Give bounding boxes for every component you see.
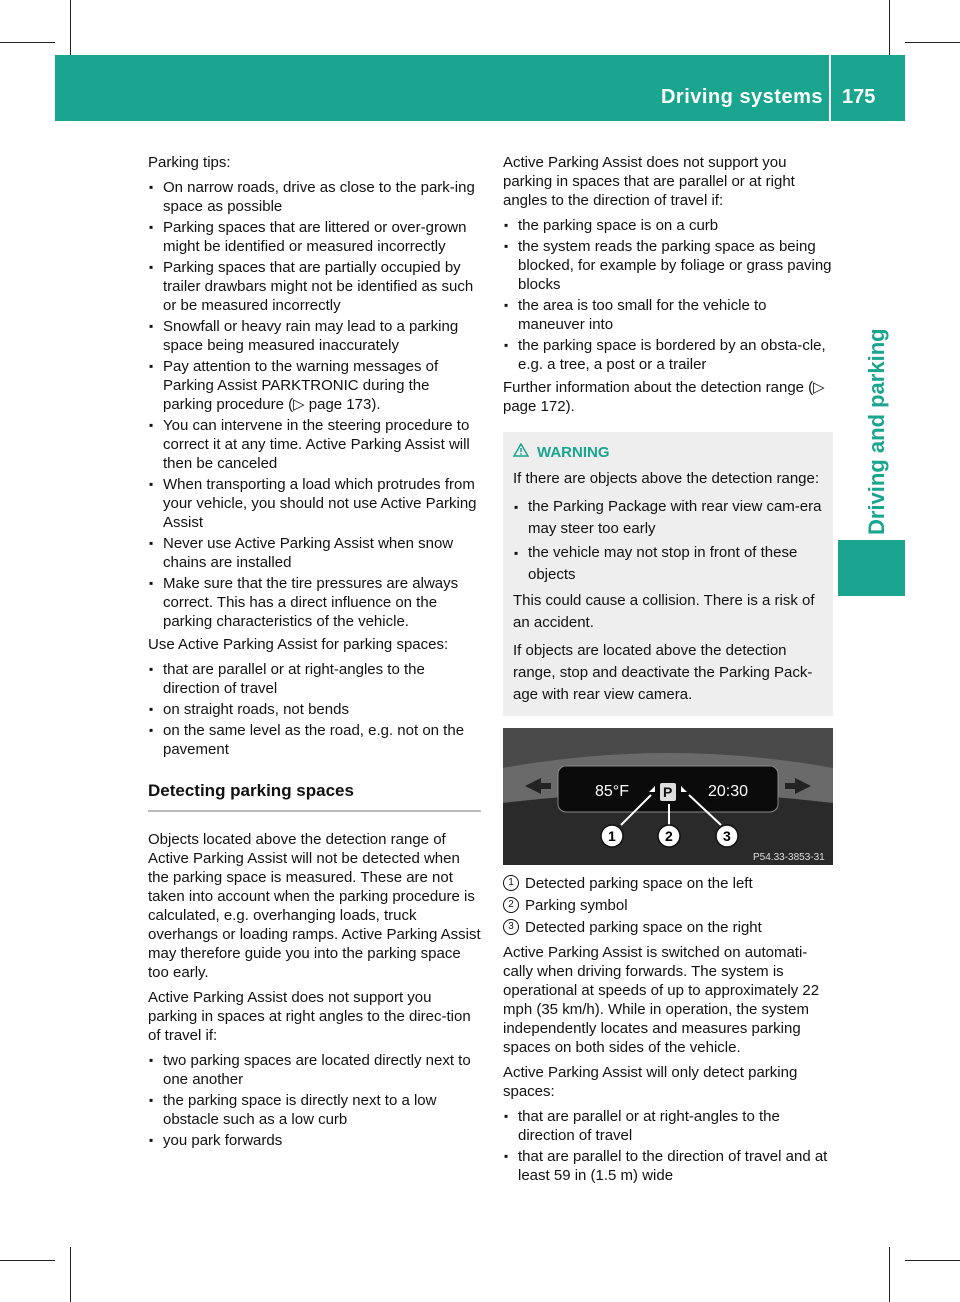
list-item: ▪ You can intervene in the steering procedure to correct it at any time. Active Parking Assist will then be canceled bbox=[148, 416, 481, 473]
detect-paragraph: Objects located above the detection range of Active Parking Assist will not be detected when the parking space is measured. These are not taken into account when the parking procedure is calculated, e.g. overhanging loads, truck overhangs or loading ramps. Active Parking Assist may therefore guide you into the parking space too early. bbox=[148, 831, 481, 981]
right-column bbox=[503, 153, 833, 716]
figure-code: P54.33-3853-31 bbox=[753, 852, 825, 863]
warning-text: This could cause a collision. There is a risk of an accident. bbox=[513, 592, 815, 631]
list-item: ▪ Make sure that the tire pressures are always correct. This has a direct influence on the parking characteristics of the vehicle. bbox=[148, 574, 481, 631]
warning-intro: If there are objects above the detection range: bbox=[513, 470, 820, 487]
list-item: ▪ you park forwards bbox=[148, 1131, 481, 1150]
only-intro: Active Parking Assist will only detect parking spaces: bbox=[503, 1064, 798, 1100]
legend-text: Detected parking space on the right bbox=[525, 919, 762, 936]
crop-mark bbox=[905, 42, 960, 43]
warning-text: If objects are located above the detection range, stop and deactivate the Parking Pack-age with rear view camera. bbox=[513, 642, 813, 703]
only-list bbox=[503, 1107, 833, 1185]
crop-mark bbox=[0, 1260, 55, 1261]
auto-paragraph: Active Parking Assist is switched on automati-cally when driving forwards. The system is operational at speeds of up to approximately 22 mph (35 km/h). While in operation, the system independently locates and measures parking spaces on both sides of the vehicle. bbox=[503, 944, 820, 1056]
page-number: 175 bbox=[842, 86, 876, 108]
page-section-title: Driving systems bbox=[660, 86, 823, 108]
crop-mark bbox=[70, 1247, 71, 1302]
chapter-tab bbox=[838, 540, 905, 596]
section-heading: Detecting parking spaces bbox=[148, 781, 481, 812]
list-item: ▪ the Parking Package with rear view cam-era may steer too early bbox=[513, 496, 823, 540]
chapter-label: Driving and parking bbox=[864, 328, 889, 535]
list-item: ▪ the parking space is bordered by an obsta-cle, e.g. a tree, a post or a trailer bbox=[503, 336, 833, 374]
parking-symbol: P bbox=[663, 784, 673, 800]
list-item: ▪ that are parallel or at right-angles to the direction of travel bbox=[148, 660, 481, 698]
list-item: ▪ When transporting a load which protrudes from your vehicle, you should not use Active Parking Assist bbox=[148, 475, 481, 532]
legend-number: 3 bbox=[503, 919, 519, 935]
header-divider bbox=[829, 55, 831, 121]
list-item: ▪ the system reads the parking space as being blocked, for example by foliage or grass paving blocks bbox=[503, 237, 833, 294]
callout-1: 1 bbox=[608, 828, 616, 844]
warning-triangle-icon bbox=[513, 442, 529, 464]
list-item: ▪ that are parallel to the direction of travel and at least 59 in (1.5 m) wide bbox=[503, 1147, 833, 1185]
callout-3: 3 bbox=[723, 828, 731, 844]
list-item: ▪ that are parallel or at right-angles to the direction of travel bbox=[503, 1107, 833, 1145]
list-item: ▪ on the same level as the road, e.g. not on the pavement bbox=[148, 721, 481, 759]
right-column-lower bbox=[503, 874, 833, 1189]
legend-number: 1 bbox=[503, 875, 519, 891]
parallel-list bbox=[503, 216, 833, 374]
time-readout: 20:30 bbox=[708, 783, 749, 800]
not-support-intro: Active Parking Assist does not support you parking in spaces at right angles to the direc-tion of travel if: bbox=[148, 989, 471, 1044]
list-item: ▪ the parking space is on a curb bbox=[503, 216, 833, 235]
instrument-cluster-image bbox=[503, 728, 833, 865]
tips-intro: Parking tips: bbox=[148, 154, 231, 171]
legend-number: 2 bbox=[503, 897, 519, 913]
list-item: ▪ On narrow roads, drive as close to the park-ing space as possible bbox=[148, 178, 481, 216]
crop-mark bbox=[889, 1247, 890, 1302]
list-item: ▪ two parking spaces are located directly next to one another bbox=[148, 1051, 481, 1089]
legend-item bbox=[503, 874, 833, 893]
legend-text: Detected parking space on the left bbox=[525, 875, 753, 892]
crop-mark bbox=[889, 0, 890, 55]
warning-box bbox=[503, 432, 833, 716]
left-column bbox=[148, 153, 481, 1154]
list-item: ▪ on straight roads, not bends bbox=[148, 700, 481, 719]
tips-list bbox=[148, 178, 481, 631]
list-item: ▪ Parking spaces that are littered or over-grown might be identified or measured incorrectly bbox=[148, 218, 481, 256]
crop-mark bbox=[905, 1260, 960, 1261]
list-item: ▪ Pay attention to the warning messages of Parking Assist PARKTRONIC during the parking procedure (▷ page 173). bbox=[148, 357, 481, 414]
legend-item bbox=[503, 896, 833, 915]
dashboard-figure bbox=[503, 728, 833, 865]
list-item: ▪ the parking space is directly next to a low obstacle such as a low curb bbox=[148, 1091, 481, 1129]
list-item: ▪ Snowfall or heavy rain may lead to a parking space being measured inaccurately bbox=[148, 317, 481, 355]
further-info: Further information about the detection range (▷ page 172). bbox=[503, 379, 825, 415]
warning-list bbox=[513, 496, 823, 586]
warning-title: WARNING bbox=[537, 444, 610, 461]
legend-item bbox=[503, 918, 833, 937]
not-support-list bbox=[148, 1051, 481, 1150]
list-item: ▪ Parking spaces that are partially occupied by trailer drawbars might not be identified as such or be measured incorrectly bbox=[148, 258, 481, 315]
use-list bbox=[148, 660, 481, 759]
temperature-readout: 85°F bbox=[595, 783, 629, 800]
list-item: ▪ Never use Active Parking Assist when snow chains are installed bbox=[148, 534, 481, 572]
list-item: ▪ the vehicle may not stop in front of these objects bbox=[513, 542, 823, 586]
list-item: ▪ the area is too small for the vehicle to maneuver into bbox=[503, 296, 833, 334]
callout-2: 2 bbox=[665, 828, 673, 844]
legend-text: Parking symbol bbox=[525, 897, 628, 914]
warning-heading bbox=[513, 442, 823, 464]
crop-mark bbox=[70, 0, 71, 55]
crop-mark bbox=[0, 42, 55, 43]
use-intro: Use Active Parking Assist for parking spaces: bbox=[148, 636, 449, 653]
parallel-intro: Active Parking Assist does not support you parking in spaces that are parallel or at right angles to the direction of travel if: bbox=[503, 154, 795, 209]
